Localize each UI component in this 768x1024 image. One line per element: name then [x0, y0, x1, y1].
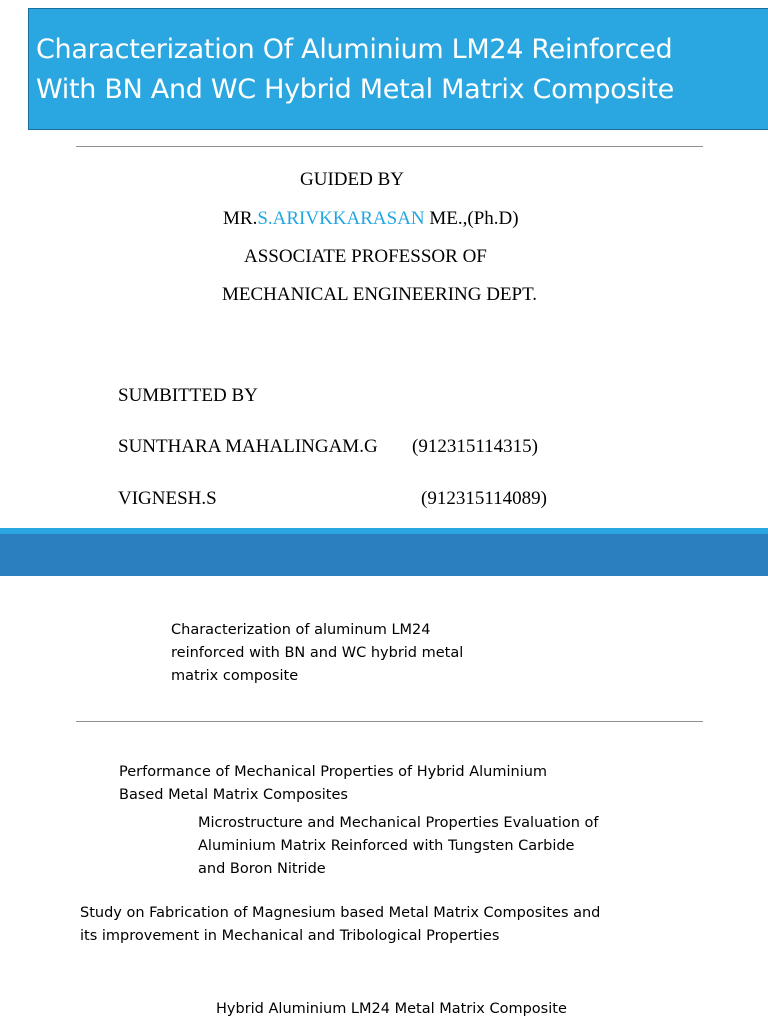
guide-role: ASSOCIATE PROFESSOR OF — [244, 246, 487, 267]
paper-title — [80, 902, 600, 948]
paper-title — [216, 998, 567, 1021]
guided-by-label: GUIDED BY — [300, 169, 404, 190]
paper-title-line: Study on Fabrication of Magnesium based Metal Matrix Composites and — [80, 905, 601, 921]
student-id: (912315114315) — [412, 436, 538, 457]
guide-name: S.ARIVKKARASAN — [257, 208, 425, 229]
slide2-heading — [171, 619, 463, 688]
slide-title-line-2: With BN And WC Hybrid Metal Matrix Composite — [36, 74, 674, 105]
submitted-by-label: SUMBITTED BY — [118, 385, 258, 406]
guide-qualification: ME.,(Ph.D) — [424, 208, 519, 229]
divider-line — [76, 721, 703, 722]
student-name: VIGNESH.S — [118, 488, 217, 509]
guide-name-line — [223, 208, 519, 230]
paper-title-line: Microstructure and Mechanical Properties Evaluation of — [198, 815, 599, 831]
paper-title-line: Hybrid Aluminium LM24 Metal Matrix Composite — [216, 1001, 567, 1017]
slide-title — [36, 30, 756, 110]
paper-title-line: its improvement in Mechanical and Tribological Properties — [80, 928, 500, 944]
slide2-heading-line: reinforced with BN and WC hybrid metal — [171, 645, 464, 661]
guide-prefix: MR. — [223, 208, 258, 229]
paper-title — [198, 812, 599, 881]
paper-title-line: Based Metal Matrix Composites — [119, 787, 348, 803]
paper-title-line: Performance of Mechanical Properties of Hybrid Aluminium — [119, 764, 548, 780]
slide-separator-band — [0, 534, 768, 576]
student-id: (912315114089) — [421, 488, 547, 509]
guide-department: MECHANICAL ENGINEERING DEPT. — [222, 284, 538, 305]
slide2-heading-line: Characterization of aluminum LM24 — [171, 622, 431, 638]
paper-title — [119, 761, 547, 807]
paper-title-line: Aluminium Matrix Reinforced with Tungsten Carbide — [198, 838, 575, 854]
slide2-heading-line: matrix composite — [171, 668, 299, 684]
paper-title-line: and Boron Nitride — [198, 861, 326, 877]
slide-title-line-1: Characterization Of Aluminium LM24 Reinforced — [36, 34, 673, 65]
divider-line — [76, 146, 703, 147]
student-name: SUNTHARA MAHALINGAM.G — [118, 436, 378, 457]
